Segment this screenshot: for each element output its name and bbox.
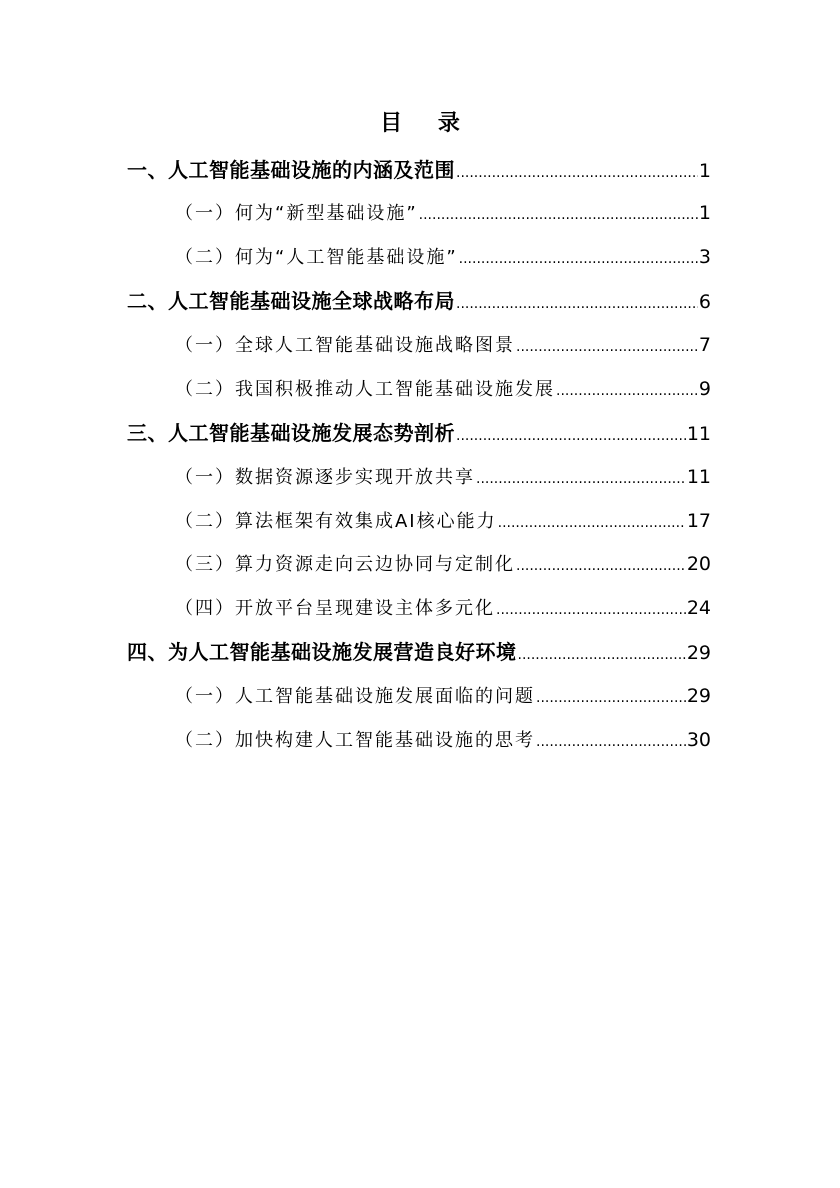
dot-leader bbox=[518, 640, 686, 670]
toc-entry-3-3[interactable] bbox=[175, 549, 711, 579]
toc-entry-page: 1 bbox=[698, 160, 711, 182]
dot-leader bbox=[536, 727, 686, 757]
toc-entry-label: （二）加快构建人工智能基础设施的思考 bbox=[175, 730, 535, 751]
toc-entry-page: 7 bbox=[698, 334, 711, 356]
dot-leader bbox=[516, 551, 686, 581]
toc-entry-label: 四、为人工智能基础设施发展营造良好环境 bbox=[127, 640, 517, 664]
toc-entry-page: 29 bbox=[686, 685, 711, 707]
toc-entry-page: 24 bbox=[686, 597, 711, 619]
dot-leader bbox=[456, 289, 698, 319]
dot-leader bbox=[456, 421, 686, 451]
toc-entry-page: 30 bbox=[686, 729, 711, 751]
dot-leader bbox=[496, 595, 686, 625]
toc-entry-page: 29 bbox=[686, 642, 711, 664]
toc-entry-label: （四）开放平台呈现建设主体多元化 bbox=[175, 598, 495, 619]
toc-entry-label: （二）算法框架有效集成AI核心能力 bbox=[175, 511, 497, 532]
toc-entry-1-1[interactable] bbox=[175, 198, 711, 228]
dot-leader bbox=[556, 376, 698, 406]
toc-entry-label: （一）全球人工智能基础设施战略图景 bbox=[175, 335, 515, 356]
toc-entry-label: （一）数据资源逐步实现开放共享 bbox=[175, 467, 475, 488]
toc-entry-label: （三）算力资源走向云边协同与定制化 bbox=[175, 554, 515, 575]
dot-leader bbox=[459, 244, 698, 274]
toc-entry-label: （一）人工智能基础设施发展面临的问题 bbox=[175, 686, 535, 707]
toc-entry-4-2[interactable] bbox=[175, 725, 711, 755]
dot-leader bbox=[498, 508, 686, 538]
dot-leader bbox=[419, 200, 698, 230]
toc-entry-page: 11 bbox=[686, 423, 711, 445]
toc-entry-1[interactable] bbox=[127, 155, 711, 185]
toc-entry-page: 6 bbox=[698, 291, 711, 313]
toc-entry-2[interactable] bbox=[127, 286, 711, 316]
toc-entry-3-1[interactable] bbox=[175, 462, 711, 492]
dot-leader bbox=[536, 683, 686, 713]
toc-entry-label: （一）何为“新型基础设施” bbox=[175, 203, 418, 224]
dot-leader bbox=[476, 464, 686, 494]
toc-entry-page: 11 bbox=[686, 466, 711, 488]
toc-entry-label: （二）何为“人工智能基础设施” bbox=[175, 247, 458, 268]
toc-entry-page: 9 bbox=[698, 378, 711, 400]
toc-entry-1-2[interactable] bbox=[175, 242, 711, 272]
toc-entry-4-1[interactable] bbox=[175, 681, 711, 711]
toc-entry-2-2[interactable] bbox=[175, 374, 711, 404]
toc-entry-label: 三、人工智能基础设施发展态势剖析 bbox=[127, 421, 455, 445]
toc-entry-3-2[interactable] bbox=[175, 506, 711, 536]
toc-title: 目 录 bbox=[380, 111, 474, 136]
toc-entry-2-1[interactable] bbox=[175, 330, 711, 360]
dot-leader bbox=[456, 158, 698, 188]
dot-leader bbox=[516, 332, 698, 362]
toc-entry-label: 一、人工智能基础设施的内涵及范围 bbox=[127, 158, 455, 182]
toc-entry-3-4[interactable] bbox=[175, 593, 711, 623]
toc-entry-3[interactable] bbox=[127, 418, 711, 448]
toc-entry-page: 17 bbox=[686, 510, 711, 532]
toc-entry-4[interactable] bbox=[127, 637, 711, 667]
toc-entry-page: 3 bbox=[698, 246, 711, 268]
toc-entry-page: 1 bbox=[698, 202, 711, 224]
toc-entry-label: 二、人工智能基础设施全球战略布局 bbox=[127, 289, 455, 313]
toc-entry-page: 20 bbox=[686, 553, 711, 575]
toc-entry-label: （二）我国积极推动人工智能基础设施发展 bbox=[175, 379, 555, 400]
